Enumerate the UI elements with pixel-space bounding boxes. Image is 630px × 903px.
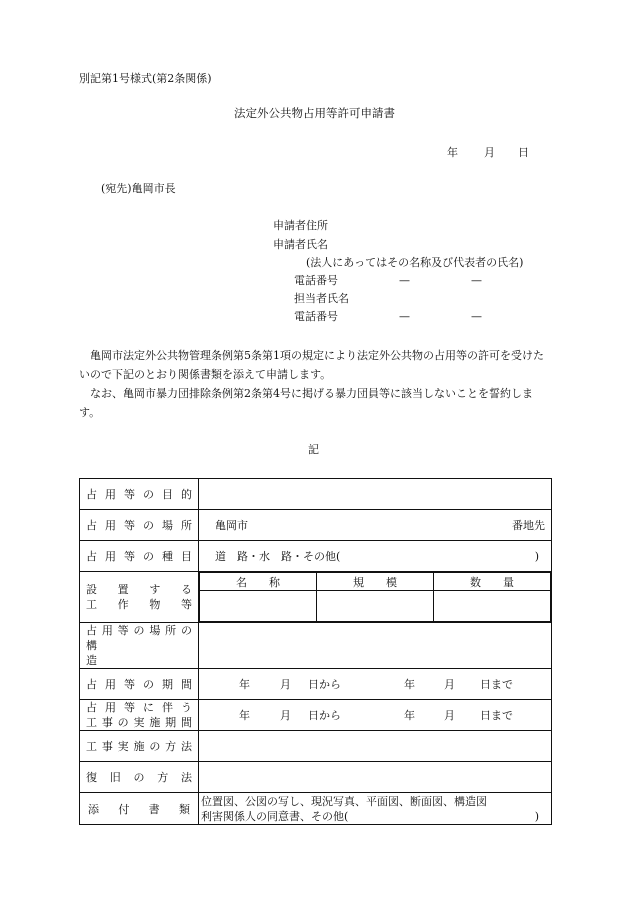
attachments-close-paren: ) — [534, 809, 539, 823]
row-structure — [80, 623, 552, 669]
phone-dash: — — [399, 274, 410, 287]
attachments-line-1: 位置図、公図の写し、現況写真、平面図、断面図、構造図 — [201, 794, 487, 808]
applicant-address: 申請者住所 — [273, 219, 328, 232]
phone-label-2: 電話番号 — [294, 310, 338, 323]
input-work-period[interactable] — [199, 700, 552, 731]
period-values: 年 月 日から 年 月 日まで — [239, 678, 513, 691]
row-work-period — [80, 700, 552, 731]
input-place[interactable] — [199, 510, 552, 541]
input-structure[interactable] — [199, 623, 552, 669]
facility-subtable — [199, 572, 551, 622]
application-body — [79, 346, 551, 422]
label-restore: 復 旧 の 方 法 — [86, 771, 192, 784]
input-period[interactable] — [199, 669, 552, 700]
place-city: 亀岡市 — [215, 519, 248, 532]
applicant-name: 申請者氏名 — [273, 238, 328, 251]
paragraph-application: 亀岡市法定外公共物管理条例第5条第1項の規定により法定外公共物の占用等の許可を受けたいので下記のとおり関係書類を添えて申請します。 — [79, 349, 544, 381]
input-attachments[interactable] — [199, 793, 552, 825]
input-method[interactable] — [199, 731, 552, 762]
row-place — [80, 510, 552, 541]
input-type[interactable] — [199, 541, 552, 572]
date-month: 月 — [484, 146, 495, 159]
input-restore[interactable] — [199, 762, 552, 793]
row-purpose — [80, 479, 552, 510]
ki-heading: 記 — [308, 443, 319, 456]
label-attachments: 添 付 書 類 — [88, 802, 190, 816]
date-day: 日 — [518, 146, 529, 159]
facility-col-qty: 数 量 — [434, 573, 551, 591]
label-work-period: 占 用 等 に 伴 う 工 事 の 実 施 期 間 — [86, 701, 192, 729]
paragraph-pledge: なお、亀岡市暴力団排除条例第2条第4号に掲げる暴力団員等に該当しないことを誓約します。 — [79, 387, 533, 419]
phone-label-1: 電話番号 — [294, 274, 338, 287]
facility-col-name: 名 称 — [200, 573, 317, 591]
place-suffix: 番地先 — [512, 519, 545, 532]
input-purpose[interactable] — [199, 479, 552, 510]
row-facility — [80, 572, 552, 623]
row-period — [80, 669, 552, 700]
label-facility: 設 置 す る 工 作 物 等 — [86, 583, 192, 611]
document-title: 法定外公共物占用等許可申請書 — [234, 106, 395, 120]
label-method: 工 事 実 施 の 方 法 — [86, 740, 192, 753]
label-purpose: 占 用 等 の 目 的 — [86, 488, 192, 501]
date-year: 年 — [447, 146, 458, 159]
facility-name-input[interactable] — [200, 591, 317, 622]
work-period-values: 年 月 日から 年 月 日まで — [239, 709, 513, 722]
row-type — [80, 541, 552, 572]
attachments-line-2: 利害関係人の同意書、その他( ) — [201, 809, 539, 823]
phone-dash: — — [471, 310, 482, 323]
label-structure: 占 用 等 の 場 所 の 構 造 — [86, 624, 192, 667]
addressee: (宛先)亀岡市長 — [101, 182, 176, 195]
application-form-table — [79, 478, 552, 825]
phone-dash: — — [471, 274, 482, 287]
contact-name: 担当者氏名 — [294, 292, 349, 305]
phone-dash: — — [399, 310, 410, 323]
facility-size-input[interactable] — [317, 591, 434, 622]
label-period: 占 用 等 の 期 間 — [86, 678, 192, 691]
facility-col-size: 規 模 — [317, 573, 434, 591]
corp-note: (法人にあってはその名称及び代表者の氏名) — [306, 256, 524, 269]
type-options: 道 路・水 路・その他( — [215, 550, 341, 563]
row-attachments — [80, 793, 552, 825]
row-method — [80, 731, 552, 762]
label-place: 占 用 等 の 場 所 — [86, 519, 192, 532]
row-restore — [80, 762, 552, 793]
type-close-paren: ) — [534, 549, 539, 563]
label-type: 占 用 等 の 種 目 — [86, 550, 192, 563]
facility-qty-input[interactable] — [434, 591, 551, 622]
form-reference: 別記第1号様式(第2条関係) — [79, 72, 212, 85]
